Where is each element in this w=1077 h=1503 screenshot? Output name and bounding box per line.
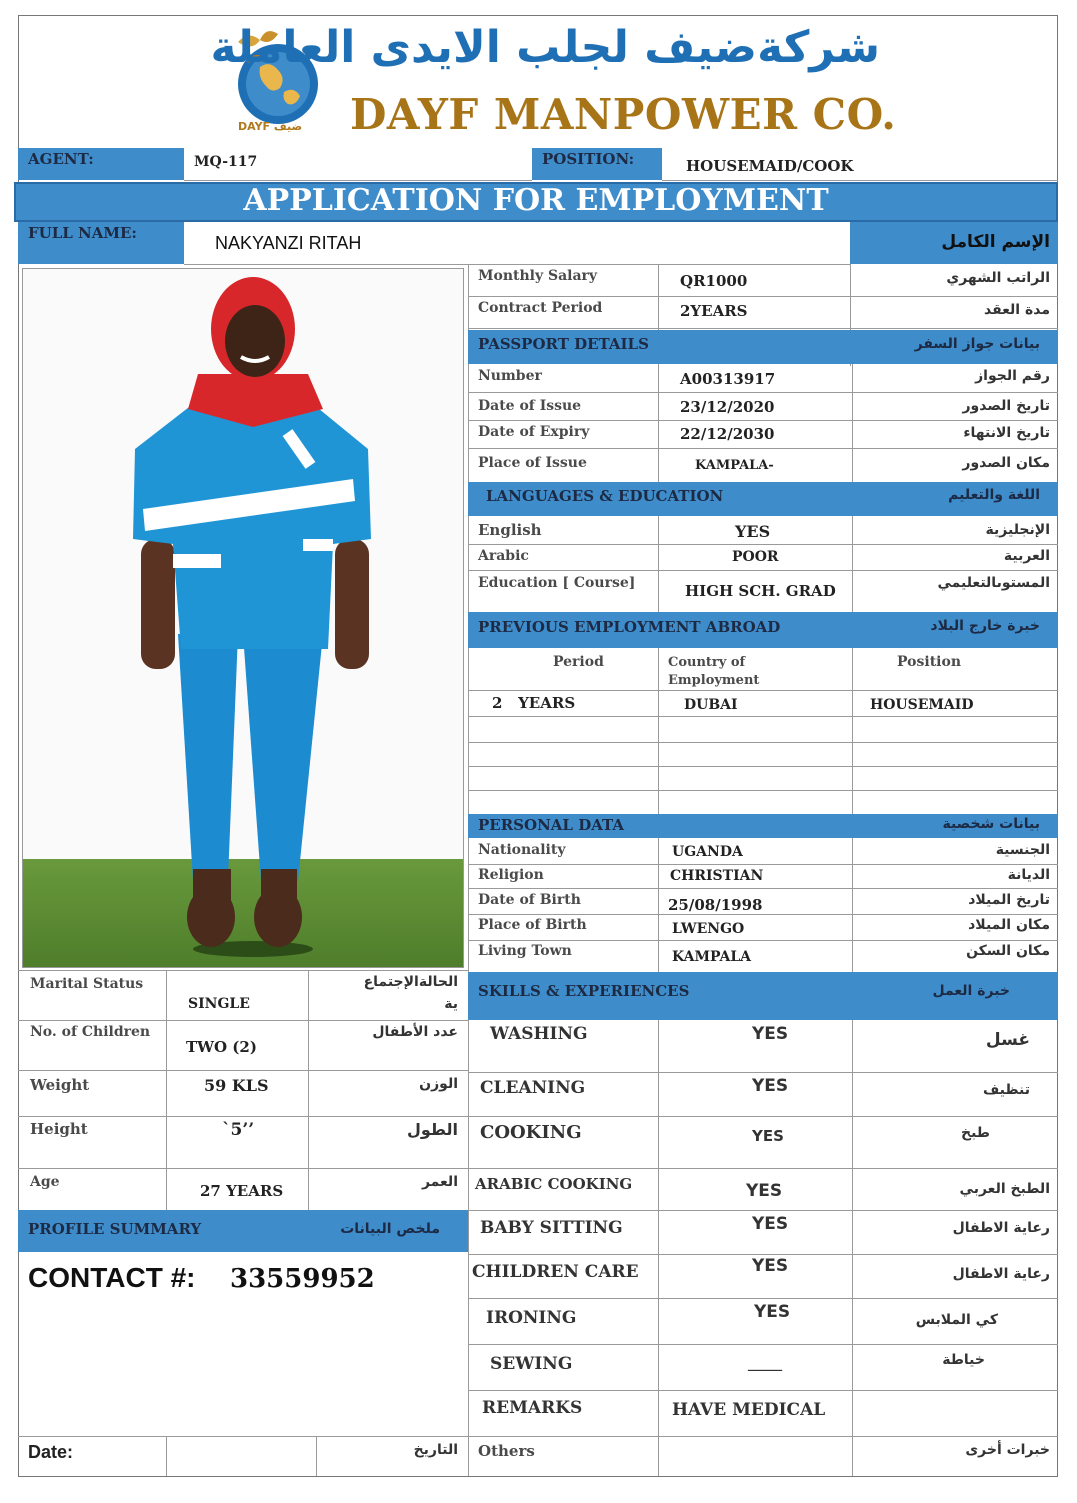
skills-title: SKILLS & EXPERIENCES xyxy=(478,982,690,1000)
position-label: POSITION: xyxy=(542,150,635,168)
issue-date-value: 23/12/2020 xyxy=(680,398,775,416)
skill-ironing: IRONING xyxy=(486,1308,577,1328)
education-value: HIGH SCH. GRAD xyxy=(685,582,836,600)
col-country: Country of Employment xyxy=(668,655,760,688)
nationality-value: UGANDA xyxy=(672,844,743,860)
pob-label: Place of Birth xyxy=(478,917,587,933)
dob-ar: تاريخ الميلاد xyxy=(968,892,1050,908)
height-ar: الطول xyxy=(407,1120,458,1139)
issue-place-ar: مكان الصدور xyxy=(962,455,1050,471)
contact-label: CONTACT #: xyxy=(28,1262,196,1293)
passport-number-ar: رقم الجواز xyxy=(975,368,1050,384)
contract-value: 2YEARS xyxy=(680,302,748,320)
col-position: Position xyxy=(897,654,961,670)
marital-value: SINGLE xyxy=(188,996,250,1012)
skill-baby-sitting-value: YES xyxy=(752,1214,789,1234)
skill-sewing-value: ____ xyxy=(748,1352,782,1372)
english-ar: الإنجليزية xyxy=(985,522,1050,538)
salary-value: QR1000 xyxy=(680,272,748,290)
nationality-ar: الجنسية xyxy=(995,842,1050,858)
salary-ar: الراتب الشهري xyxy=(946,270,1050,286)
english-value: YES xyxy=(735,522,771,541)
marital-ar-2: ية xyxy=(444,996,458,1012)
profile-title: PROFILE SUMMARY xyxy=(28,1220,202,1238)
english-label: English xyxy=(478,521,542,539)
skill-cooking-value: YES xyxy=(752,1127,784,1145)
passport-title: PASSPORT DETAILS xyxy=(478,335,649,353)
skill-arabic-cooking-value: YES xyxy=(746,1181,783,1201)
contact-value: 33559952 xyxy=(230,1264,375,1294)
expiry-date-value: 22/12/2030 xyxy=(680,425,775,443)
col-period: Period xyxy=(553,654,604,670)
employment-country: DUBAI xyxy=(684,697,738,713)
position-value: HOUSEMAID/COOK xyxy=(686,157,854,175)
marital-label: Marital Status xyxy=(30,976,144,992)
others-ar: خبرات أخرى xyxy=(965,1442,1050,1458)
passport-number-value: A00313917 xyxy=(680,370,776,388)
arabic-ar: العربية xyxy=(1003,548,1050,564)
passport-title-ar: بيانات جواز السفر xyxy=(914,336,1040,352)
employment-title-ar: خبرة خارج البلاد xyxy=(930,618,1040,634)
children-ar: عدد الأطفال xyxy=(372,1024,458,1040)
date-ar: التاريخ xyxy=(413,1442,458,1458)
expiry-date-label: Date of Expiry xyxy=(478,424,590,440)
skill-children-care-ar: رعاية الاطفال xyxy=(952,1266,1050,1282)
company-name-ar: شركةضيف لجلب الايدى العاملة xyxy=(210,22,880,73)
dob-label: Date of Birth xyxy=(478,892,581,908)
fullname-ar: الإسم الكامل xyxy=(941,232,1050,252)
passport-number-label: Number xyxy=(478,368,542,384)
skill-cooking-ar: طبخ xyxy=(961,1125,990,1141)
profile-title-ar: ملخص البيانات xyxy=(340,1221,440,1237)
skill-washing: WASHING xyxy=(490,1024,588,1044)
height-value: `5’’ xyxy=(222,1120,255,1140)
skill-arabic-cooking-ar: الطبخ العربي xyxy=(959,1181,1050,1197)
fullname-label: FULL NAME: xyxy=(28,224,137,242)
employment-position: HOUSEMAID xyxy=(870,697,974,713)
languages-title-ar: اللغة والتعليم xyxy=(948,487,1040,503)
skill-washing-value: YES xyxy=(752,1024,789,1044)
salary-label: Monthly Salary xyxy=(478,268,598,284)
agent-label: AGENT: xyxy=(28,150,94,168)
age-label: Age xyxy=(30,1174,60,1190)
skill-cleaning-value: YES xyxy=(752,1076,789,1096)
children-value: TWO (2) xyxy=(186,1038,257,1056)
town-label: Living Town xyxy=(478,943,572,959)
issue-date-label: Date of Issue xyxy=(478,398,582,414)
personal-title-ar: بيانات شخصية xyxy=(942,816,1040,832)
skill-cleaning: CLEANING xyxy=(480,1078,586,1098)
employment-period: 2 YEARS xyxy=(492,694,576,712)
skill-sewing-ar: خياطة xyxy=(942,1352,985,1368)
remarks-value: HAVE MEDICAL xyxy=(672,1400,826,1420)
skill-arabic-cooking: ARABIC COOKING xyxy=(475,1175,633,1193)
date-label: Date: xyxy=(28,1442,74,1462)
height-label: Height xyxy=(30,1120,88,1138)
others-label: Others xyxy=(478,1442,535,1460)
religion-label: Religion xyxy=(478,867,544,883)
skill-children-care: CHILDREN CARE xyxy=(472,1262,639,1282)
skill-sewing: SEWING xyxy=(490,1354,573,1374)
personal-title: PERSONAL DATA xyxy=(478,816,625,834)
languages-title: LANGUAGES & EDUCATION xyxy=(486,487,724,505)
agent-value: MQ-117 xyxy=(194,154,258,170)
form-title: APPLICATION FOR EMPLOYMENT xyxy=(243,183,829,218)
remarks-label: REMARKS xyxy=(482,1398,583,1418)
skill-washing-ar: غسل xyxy=(985,1030,1030,1050)
issue-place-label: Place of Issue xyxy=(478,455,587,471)
children-label: No. of Children xyxy=(30,1024,151,1040)
nationality-label: Nationality xyxy=(478,842,566,858)
employment-title: PREVIOUS EMPLOYMENT ABROAD xyxy=(478,618,781,636)
arabic-label: Arabic xyxy=(478,548,529,564)
logo-text: DAYF ضيف xyxy=(238,120,303,133)
skill-cleaning-ar: تنظيف xyxy=(983,1082,1030,1098)
education-ar: المستوىالتعليمي xyxy=(937,575,1050,591)
issue-place-value: KAMPALA- xyxy=(695,458,774,473)
dob-value: 25/08/1998 xyxy=(668,896,763,914)
skill-baby-sitting-ar: رعاية الاطفال xyxy=(952,1220,1050,1236)
marital-ar-1: الحالةالإجتماع xyxy=(363,974,458,990)
skill-baby-sitting: BABY SITTING xyxy=(480,1218,623,1238)
issue-date-ar: تاريخ الصدور xyxy=(962,398,1050,414)
skill-cooking: COOKING xyxy=(480,1122,582,1143)
fullname-value: NAKYANZI RITAH xyxy=(215,233,362,253)
skill-children-care-value: YES xyxy=(752,1256,789,1276)
weight-label: Weight xyxy=(30,1076,90,1094)
arabic-value: POOR xyxy=(732,549,779,565)
contract-label: Contract Period xyxy=(478,300,603,316)
town-value: KAMPALA xyxy=(672,949,752,965)
age-ar: العمر xyxy=(421,1174,458,1190)
skill-ironing-ar: كي الملابس xyxy=(915,1312,998,1328)
religion-ar: الديانة xyxy=(1007,867,1050,883)
skill-ironing-value: YES xyxy=(754,1302,791,1322)
pob-ar: مكان الميلاد xyxy=(968,917,1050,933)
age-value: 27 YEARS xyxy=(200,1182,284,1200)
weight-ar: الوزن xyxy=(419,1076,458,1092)
weight-value: 59 KLS xyxy=(204,1076,269,1095)
town-ar: مكان السكن xyxy=(966,943,1050,959)
company-name-en: DAYF MANPOWER CO. xyxy=(350,90,897,139)
pob-value: LWENGO xyxy=(672,921,745,937)
applicant-photo xyxy=(22,268,464,968)
skills-title-ar: خبرة العمل xyxy=(932,983,1010,999)
expiry-date-ar: تاريخ الانتهاء xyxy=(963,425,1050,441)
religion-value: CHRISTIAN xyxy=(670,868,764,884)
contract-ar: مدة العقد xyxy=(983,302,1050,318)
education-label: Education [ Course] xyxy=(478,575,636,591)
